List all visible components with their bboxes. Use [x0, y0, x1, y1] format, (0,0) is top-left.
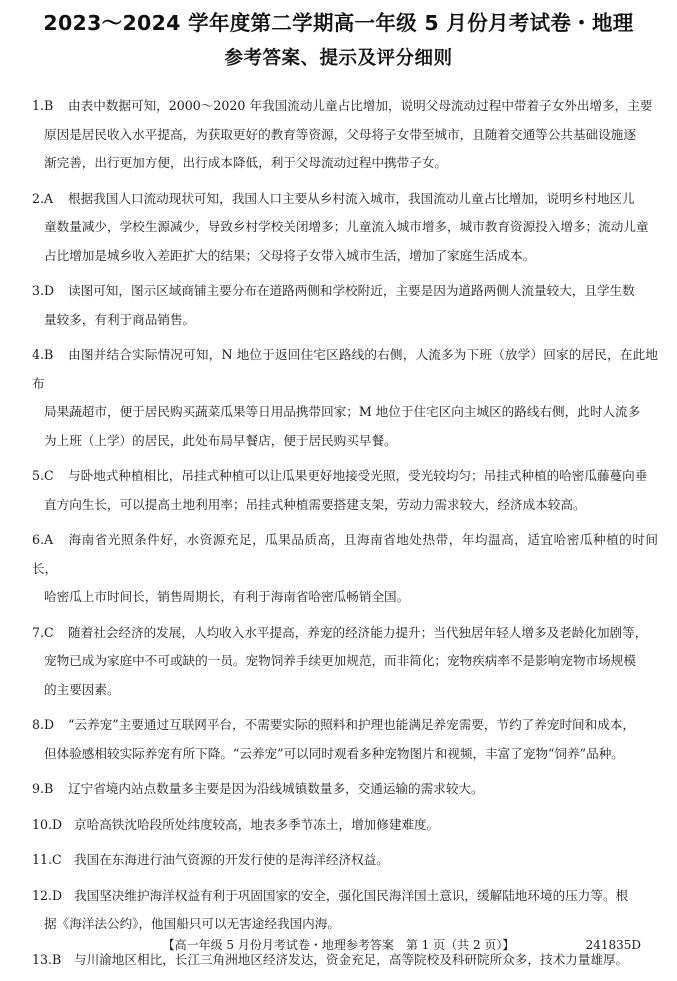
answer-text: “云养宠”主要通过互联网平台，不需要实际的照料和护理也能满足养宠需要，节约了养宠时间和成本，: [68, 717, 636, 732]
answer-line: [32, 526, 658, 583]
answer-line: [32, 306, 658, 335]
answer-item: [32, 92, 658, 178]
answer-list: [32, 92, 658, 981]
answer-item: [32, 462, 658, 519]
page-subtitle: 参考答案、提示及评分细则: [224, 48, 453, 69]
answer-line: [32, 491, 658, 520]
footer-page-info: 【高一年级 5 月份月考试卷・地理参考答案 第 1 页（共 2 页）】: [162, 938, 515, 952]
answer-line: [32, 711, 658, 740]
answer-line: [32, 213, 658, 242]
page-footer: [0, 935, 677, 955]
answer-item: [32, 775, 658, 804]
answer-number: 1.B: [32, 98, 54, 113]
answer-text: 宠物已成为家庭中不可或缺的一员。宠物饲养手续更加规范，而非简化；宠物疾病率不是影响宠物市场规模: [44, 653, 636, 668]
answer-number: 8.D: [32, 717, 55, 732]
answer-text: 读图可知，图示区域商铺主要分布在道路两侧和学校附近，主要是因为道路两侧人流量较大，且学生数: [68, 283, 635, 298]
answer-number: 2.A: [32, 190, 54, 206]
answer-text: 由图并结合实际情况可知，N 地位于返回住宅区路线的右侧，人流多为下班（放学）回家的居民，在此地布: [32, 347, 658, 391]
answer-item: [32, 811, 658, 840]
answer-text: 童数量减少，学校生源减少，导致乡村学校关闭增多；儿童流入城市增多，城市教育资源投入增多；流动儿童: [44, 219, 649, 234]
answer-line: [32, 341, 658, 398]
answer-number: 10.D: [32, 816, 63, 832]
answer-number: 5.C: [32, 468, 54, 483]
answer-line: [32, 775, 658, 804]
answer-line: [32, 676, 658, 705]
answer-line: [32, 242, 658, 271]
answer-text: 根据我国人口流动现状可知，我国人口主要从乡村流入城市，我国流动儿童占比增加，说明乡村地区儿: [68, 190, 635, 206]
answer-text: 据《海洋法公约》，他国船只可以无害途经我国内海。: [44, 916, 340, 931]
answer-line: [32, 882, 658, 911]
answer-item: [32, 882, 658, 939]
answer-item: [32, 711, 658, 768]
answer-line: [32, 92, 658, 121]
answer-line: [32, 462, 658, 491]
answer-line: [32, 277, 658, 306]
answer-line: [32, 121, 658, 150]
answer-line: [32, 619, 658, 648]
answer-line: [32, 398, 658, 427]
answer-item: [32, 341, 658, 455]
answer-item: [32, 277, 658, 334]
answer-number: 3.D: [32, 283, 55, 298]
answer-number: 9.B: [32, 781, 54, 796]
answer-line: [32, 811, 658, 840]
answer-text: 的主要因素。: [44, 681, 120, 697]
answer-text: 为上班（上学）的居民，此处布局早餐店，便于居民购买早餐。: [44, 432, 397, 448]
answer-text: 与川渝地区相比，长江三角洲地区经济发达，资金充足，高等院校及科研院所众多，技术力量雄厚。: [74, 951, 629, 967]
answer-text: 与卧地式种植相比，吊挂式种植可以让瓜果更好地接受光照，受光较均匀；吊挂式种植的哈密瓜藤蔓向垂: [68, 468, 648, 483]
answer-text: 随着社会经济的发展，人均收入水平提高，养宠的经济能力提升；当代独居年轻人增多及老龄化加剧等，: [68, 624, 648, 640]
answer-item: [32, 846, 658, 875]
answer-text: 量较多，有利于商品销售。: [44, 311, 196, 327]
answer-text: 我国坚决维护海洋权益有利于巩固国家的安全，强化国民海洋国土意识，缓解陆地环境的压力等。根: [74, 887, 629, 903]
answer-text: 我国在东海进行油气资源的开发行使的是海洋经济权益。: [74, 852, 389, 867]
answer-item: [32, 526, 658, 612]
answer-number: 13.B: [32, 951, 62, 967]
answer-text: 原因是居民收入水平提高，为获取更好的教育等资源，父母将子女带至城市，且随着交通等公共基础设施逐: [44, 126, 636, 142]
answer-number: 7.C: [32, 624, 54, 640]
answer-text: 京哈高铁沈哈段所处纬度较高，地表多季节冻土，增加修建难度。: [74, 816, 440, 832]
answer-text: 由表中数据可知，2000～2020 年我国流动儿童占比增加，说明父母流动过程中带着子女外出增多，主要: [68, 98, 653, 113]
answer-line: [32, 427, 658, 456]
footer-code: 241835D: [585, 938, 641, 952]
answer-line: [32, 583, 658, 612]
answer-line: [32, 740, 658, 769]
answer-item: [32, 185, 658, 271]
answer-item: [32, 619, 658, 705]
answer-text: 辽宁省境内站点数量多主要是因为沿线城镇数量多，交通运输的需求较大。: [68, 781, 484, 796]
answer-number: 4.B: [32, 347, 54, 362]
answer-text: 局果蔬超市，便于居民购买蔬菜瓜果等日用品携带回家；M 地位于住宅区向主城区的路线右侧，此时人流多: [44, 404, 641, 419]
answer-text: 海南省光照条件好，水资源充足，瓜果品质高，且海南省地处热带，年均温高，适宜哈密瓜种植的时间长，: [32, 532, 658, 576]
page-title: 2023～2024 学年度第二学期高一年级 5 月份月考试卷・地理: [43, 11, 634, 35]
answer-text: 渐完善，出行更加方便，出行成本降低，利于父母流动过程中携带子女。: [44, 155, 447, 170]
answer-number: 6.A: [32, 532, 54, 547]
answer-text: 直方向生长，可以提高土地利用率；吊挂式种植需要搭建支架，劳动力需求较大，经济成本较高。: [44, 496, 586, 512]
answer-number: 11.C: [32, 852, 62, 867]
answer-line: [32, 647, 658, 676]
answer-line: [32, 846, 658, 875]
answer-line: [32, 185, 658, 214]
answer-text: 但体验感相较实际养宠有所下降。“云养宠”可以同时观看多种宠物图片和视频，丰富了宠物“饲养”品种。: [44, 745, 624, 761]
answer-number: 12.D: [32, 887, 63, 903]
answer-line: [32, 149, 658, 178]
answer-text: 哈密瓜上市时间长，销售周期长，有利于海南省哈密瓜畅销全国。: [44, 589, 410, 604]
answer-text: 占比增加是城乡收入差距扩大的结果；父母将子女带入城市生活，增加了家庭生活成本。: [44, 247, 536, 263]
